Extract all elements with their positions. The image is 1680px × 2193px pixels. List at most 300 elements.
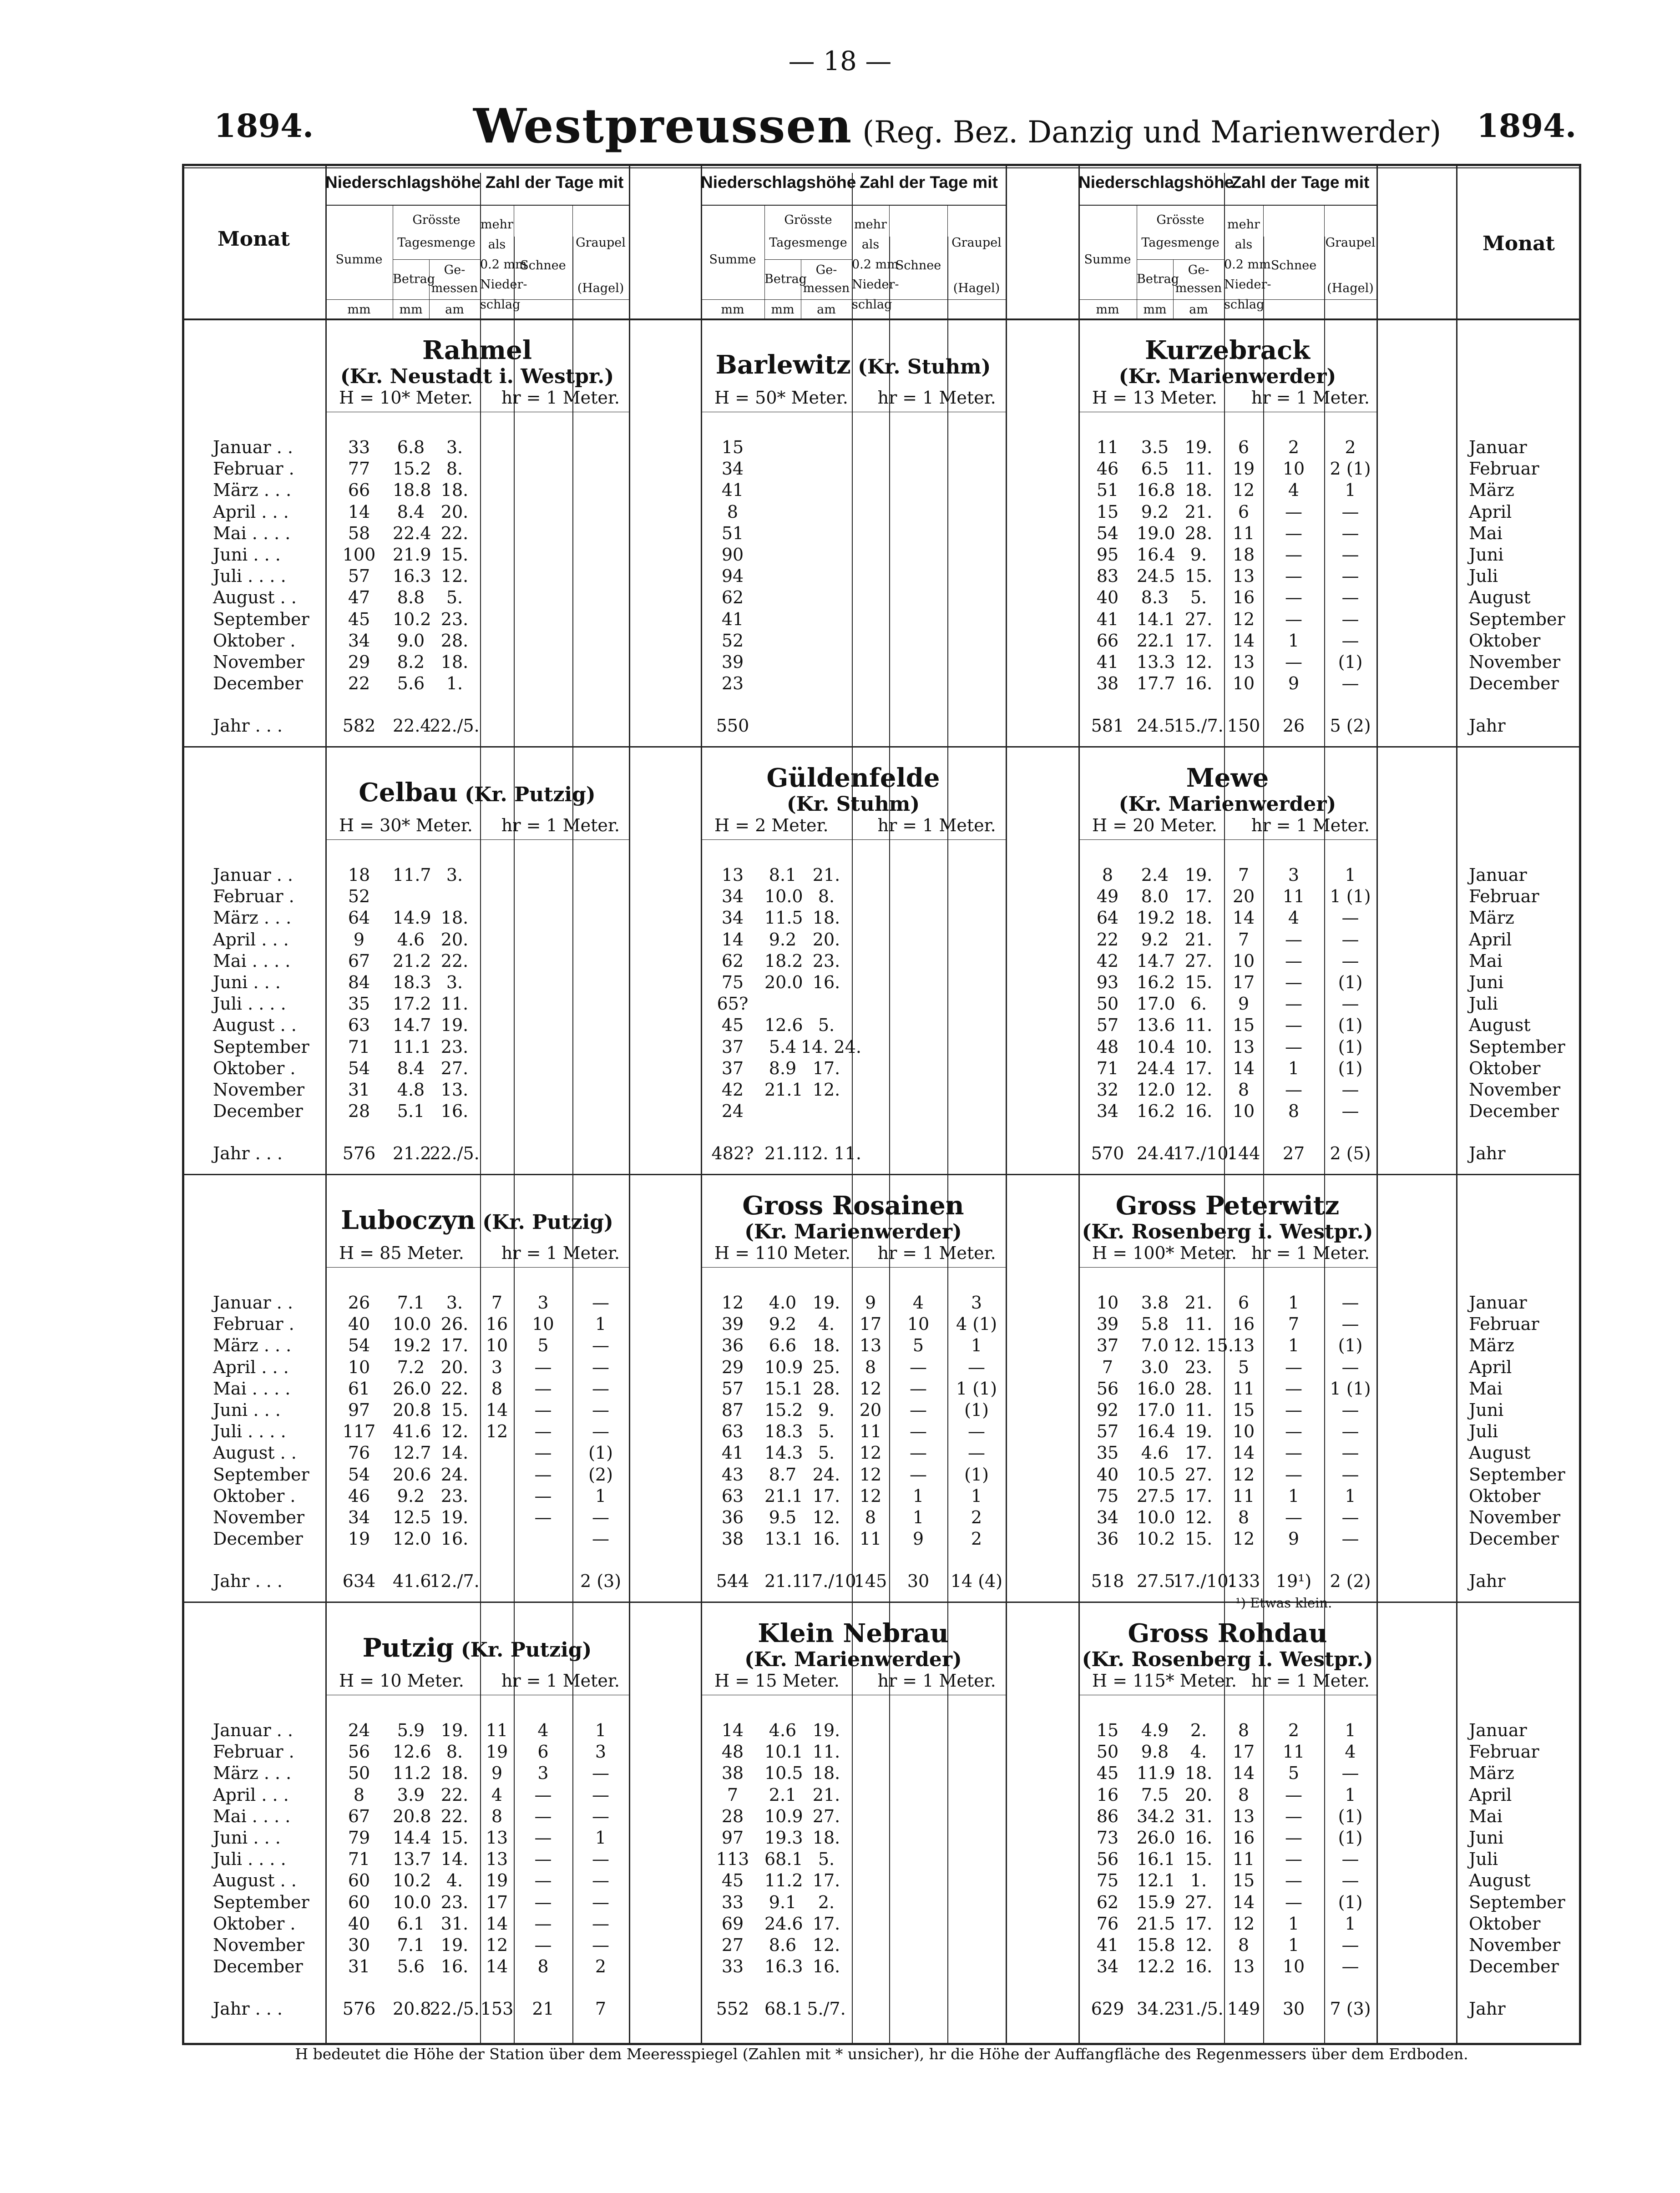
table-cell: 60 <box>348 1870 370 1891</box>
year-cell: 634 <box>342 1571 376 1592</box>
table-cell: — <box>534 1935 552 1955</box>
month-label: September <box>213 1464 309 1485</box>
table-cell: 18.2 <box>764 950 803 971</box>
table-cell: 5.4 <box>769 1036 797 1057</box>
table-cell: 1 <box>1345 1913 1356 1934</box>
table-cell: 4.9 <box>1141 1720 1169 1740</box>
month-label: Februar . <box>213 1742 294 1762</box>
table-cell: 77 <box>348 459 370 479</box>
header-unit-mm: mm <box>1143 303 1167 317</box>
table-cell: 19. <box>1184 437 1213 457</box>
table-cell: 10 <box>532 1314 554 1334</box>
table-cell: 30 <box>348 1935 370 1955</box>
table-cell: 19. <box>440 1935 469 1955</box>
table-cell: 17. <box>440 1335 469 1356</box>
table-cell: 12.6 <box>393 1742 431 1762</box>
year-cell: 544 <box>716 1571 749 1592</box>
month-label: April . . . <box>213 1784 289 1805</box>
table-cell: 34 <box>721 886 744 907</box>
table-cell: 25. <box>812 1357 840 1377</box>
table-cell: 22. <box>440 1806 469 1826</box>
table-cell: 37 <box>1096 1335 1119 1356</box>
table-cell: 20. <box>440 929 469 950</box>
table-cell: 24. <box>440 1464 469 1485</box>
table-cell: 28. <box>440 630 469 651</box>
table-cell: 5 <box>537 1335 549 1356</box>
table-cell: 20 <box>1232 886 1255 907</box>
year-cell: 7 (3) <box>1330 1999 1371 2019</box>
month-label: Februar . <box>213 886 294 907</box>
table-cell: 1 <box>595 1828 607 1848</box>
table-cell: 14.7 <box>393 1015 431 1036</box>
v-rule <box>1006 164 1007 2045</box>
table-cell: 7 <box>1102 1357 1113 1377</box>
table-cell: 1. <box>1190 1870 1207 1891</box>
page-number: — 18 — <box>788 45 892 76</box>
year-cell: 21 <box>532 1999 554 2019</box>
table-cell: 9 <box>912 1529 924 1549</box>
table-cell: 7 <box>1238 929 1250 950</box>
table-cell: 1 <box>1288 1058 1300 1078</box>
table-cell: 45 <box>721 1870 744 1891</box>
table-cell: — <box>534 1849 552 1870</box>
table-cell: 1 <box>1288 630 1300 651</box>
table-cell: — <box>968 1443 985 1463</box>
header-zahl-der-tage: Zahl der Tage mit <box>860 173 998 192</box>
table-cell: 113 <box>716 1849 749 1870</box>
table-cell: 26.0 <box>1137 1828 1175 1848</box>
table-cell: 27.5 <box>1137 1486 1175 1506</box>
table-cell: 62 <box>721 950 744 971</box>
header-als: als <box>1235 237 1253 252</box>
table-cell: 9 <box>1238 994 1250 1014</box>
table-cell: 4 (1) <box>956 1314 997 1334</box>
table-cell: 2.1 <box>769 1784 797 1805</box>
table-cell: 15.9 <box>1137 1892 1175 1912</box>
header-am: am <box>445 303 464 317</box>
table-cell: 18. <box>440 1763 469 1784</box>
table-cell: 21.5 <box>1137 1913 1175 1934</box>
station-name-text: Celbau <box>359 778 458 808</box>
table-cell: 94 <box>721 566 744 586</box>
table-cell: 37 <box>721 1036 744 1057</box>
month-label: Juni . . . <box>213 1828 281 1848</box>
table-cell: — <box>592 1806 609 1826</box>
table-cell: 63 <box>348 1015 370 1036</box>
table-cell: 11.2 <box>393 1763 431 1784</box>
table-cell: 1. <box>446 673 463 694</box>
header-groesste: Grösste <box>412 213 460 227</box>
month-label-right: März <box>1469 1335 1514 1356</box>
month-label: December <box>213 1101 303 1122</box>
table-cell: 19.0 <box>1137 523 1175 543</box>
table-cell: — <box>1285 652 1302 672</box>
rule-station <box>701 1267 1006 1268</box>
table-cell: 8. <box>446 1742 463 1762</box>
table-cell: 40 <box>1096 1464 1119 1485</box>
table-cell: 6 <box>537 1742 549 1762</box>
table-cell: 6.6 <box>769 1335 797 1356</box>
table-cell: 11 <box>859 1421 882 1442</box>
table-cell: 11 <box>1282 1742 1305 1762</box>
table-cell: 20. <box>440 1357 469 1377</box>
table-cell: 11.2 <box>764 1870 803 1891</box>
year-cell: 21.2 <box>393 1143 431 1164</box>
table-cell: 11 <box>486 1720 508 1740</box>
gauge-height: hr = 1 Meter. <box>501 388 620 408</box>
table-cell: — <box>1285 1464 1302 1485</box>
month-label: Juni . . . <box>213 1400 281 1420</box>
table-cell: 13 <box>1232 1036 1255 1057</box>
table-cell: 12. <box>1184 1935 1213 1955</box>
table-cell: 16 <box>486 1314 508 1334</box>
table-cell: 2. <box>1190 1720 1207 1740</box>
year-label: Jahr . . . <box>213 716 283 736</box>
header-niederschlagshoehe: Niederschlagshöhe <box>701 173 856 192</box>
table-cell: 93 <box>1096 972 1119 992</box>
table-cell: 8 <box>1238 1080 1250 1100</box>
header-tagesmenge: Tagesmenge <box>397 236 476 250</box>
table-cell: 9.2 <box>397 1486 425 1506</box>
table-cell: 8 <box>353 1784 365 1805</box>
table-cell: 50 <box>1096 1742 1119 1762</box>
table-cell: 66 <box>1096 630 1119 651</box>
rule-group-head <box>701 205 1006 206</box>
header-schlag: schlag <box>1224 298 1265 312</box>
table-cell: 16 <box>1232 1828 1255 1848</box>
table-cell: 31 <box>348 1080 370 1100</box>
station-name-text: Luboczyn <box>341 1205 476 1235</box>
table-cell: 9.2 <box>1141 929 1169 950</box>
year-cell: 20.8 <box>393 1999 431 2019</box>
month-label: März . . . <box>213 908 292 928</box>
table-cell: 6 <box>1238 501 1250 522</box>
header-hagel: (Hagel) <box>1327 281 1374 295</box>
table-cell: (1) <box>1338 1892 1363 1912</box>
header-gemessen: messen <box>431 281 478 295</box>
table-cell: 14 <box>486 1956 508 1977</box>
table-cell: 17 <box>1232 1742 1255 1762</box>
table-cell: 3 <box>1288 865 1300 885</box>
table-cell: — <box>1341 994 1359 1014</box>
table-cell: 17. <box>1184 630 1213 651</box>
table-cell: 86 <box>1096 1806 1119 1826</box>
table-cell: 39 <box>1096 1314 1119 1334</box>
table-cell: — <box>1341 1529 1359 1549</box>
table-cell: 12 <box>486 1935 508 1955</box>
year-cell: 24.4 <box>1137 1143 1175 1164</box>
table-cell: 17. <box>812 1870 840 1891</box>
page-title <box>473 98 1442 154</box>
table-cell: 16.1 <box>1137 1849 1175 1870</box>
header-graupel: Graupel <box>576 236 626 250</box>
table-cell: 12. <box>812 1080 840 1100</box>
table-cell: 41.6 <box>393 1421 431 1442</box>
table-cell: 14.1 <box>1137 609 1175 629</box>
table-cell: — <box>1285 566 1302 586</box>
table-cell: 11.5 <box>764 908 803 928</box>
station-name <box>325 1207 629 1236</box>
table-cell: 10.9 <box>764 1806 803 1826</box>
table-cell: 14 <box>1232 1058 1255 1078</box>
table-cell: 8. <box>446 459 463 479</box>
header-gemessen: messen <box>1175 281 1222 295</box>
month-label: August . . <box>213 1443 297 1463</box>
table-cell: 28. <box>1184 523 1213 543</box>
table-cell: 58 <box>348 523 370 543</box>
table-cell: 31 <box>348 1956 370 1977</box>
table-cell: — <box>592 1529 609 1549</box>
table-cell: 5 <box>912 1335 924 1356</box>
table-cell: 15 <box>1232 1400 1255 1420</box>
table-cell: 3. <box>446 437 463 457</box>
station-name <box>325 779 629 808</box>
table-cell: 10 <box>1232 1101 1255 1122</box>
table-cell: 17 <box>1232 972 1255 992</box>
month-label: Juli . . . . <box>213 566 286 586</box>
v-rule <box>629 164 630 2045</box>
year-cell: 552 <box>716 1999 749 2019</box>
table-cell: 57 <box>1096 1015 1119 1036</box>
table-cell: — <box>1341 1464 1359 1485</box>
table-cell: 5. <box>446 587 463 608</box>
header-unit-mm: mm <box>721 303 744 317</box>
table-cell: 49 <box>1096 886 1119 907</box>
table-cell: 12 <box>859 1486 882 1506</box>
table-cell: 16 <box>1232 1314 1255 1334</box>
year-cell: 26 <box>1282 716 1305 736</box>
table-cell: 5.6 <box>397 673 425 694</box>
table-cell: 67 <box>348 1806 370 1826</box>
year-cell: 27.5 <box>1137 1571 1175 1592</box>
table-cell: 8 <box>865 1357 876 1377</box>
table-cell: 5.9 <box>397 1720 425 1740</box>
month-label: Oktober . <box>213 1913 296 1934</box>
table-cell: 15.2 <box>764 1400 803 1420</box>
rule-sub <box>325 299 629 300</box>
table-cell: 11. <box>812 1742 840 1762</box>
header-groesste: Grösste <box>784 213 832 227</box>
table-cell: 19. <box>812 1720 840 1740</box>
table-cell: 21. <box>812 1784 840 1805</box>
table-cell: 4 <box>912 1293 924 1313</box>
month-label: December <box>213 1529 303 1549</box>
table-cell: 28 <box>348 1101 370 1122</box>
table-cell: 13 <box>859 1335 882 1356</box>
table-cell: 41 <box>1096 609 1119 629</box>
table-cell: 11 <box>1096 437 1119 457</box>
table-cell: 12 <box>1232 1529 1255 1549</box>
month-label-right: März <box>1469 1763 1514 1784</box>
table-cell: 3.0 <box>1141 1357 1169 1377</box>
table-cell: 9.8 <box>1141 1742 1169 1762</box>
station-name: Gross Rohdau <box>1128 1618 1327 1648</box>
table-cell: 73 <box>1096 1828 1119 1848</box>
table-cell: 19.3 <box>764 1828 803 1848</box>
year-cell: 629 <box>1091 1999 1124 2019</box>
table-cell: 65? <box>717 994 749 1014</box>
header-schlag: schlag <box>852 298 892 312</box>
year-cell: 550 <box>716 716 749 736</box>
station-name: Mewe <box>1186 763 1269 793</box>
table-cell: — <box>534 1828 552 1848</box>
table-cell: 12.0 <box>393 1529 431 1549</box>
table-cell: 12. <box>440 1421 469 1442</box>
year-cell: 31./5. <box>1174 1999 1224 2019</box>
table-cell: 15 <box>1232 1870 1255 1891</box>
header-mehr: mehr <box>481 217 513 232</box>
header-summe: Summe <box>709 253 756 267</box>
table-cell: 57 <box>1096 1421 1119 1442</box>
table-cell: — <box>1285 1784 1302 1805</box>
month-label-right: März <box>1469 480 1514 500</box>
table-cell: 68.1 <box>764 1849 803 1870</box>
table-cell: 4.0 <box>769 1293 797 1313</box>
station-height: H = 30* Meter. <box>339 815 473 835</box>
table-cell: 1 <box>1345 1720 1356 1740</box>
table-cell: — <box>592 1935 609 1955</box>
table-cell: 11 <box>1232 1486 1255 1506</box>
month-label-right: September <box>1469 609 1565 629</box>
table-cell: 21. <box>1184 929 1213 950</box>
rule-sub <box>1137 259 1224 260</box>
table-cell: 6 <box>1238 1293 1250 1313</box>
table-cell: 14 <box>1232 1443 1255 1463</box>
table-cell: 10.0 <box>393 1892 431 1912</box>
table-cell: 23. <box>812 950 840 971</box>
table-cell: 117 <box>342 1421 376 1442</box>
table-note: ¹) Etwas klein. <box>1235 1595 1332 1611</box>
table-cell: 1 <box>1345 865 1356 885</box>
table-cell: 24.6 <box>764 1913 803 1934</box>
table-cell: — <box>1341 1357 1359 1377</box>
table-cell: (1) <box>1338 1335 1363 1356</box>
table-cell: 12 <box>721 1293 744 1313</box>
table-cell: 21.2 <box>393 950 431 971</box>
table-cell: 9.1 <box>769 1892 797 1912</box>
table-cell: 20. <box>1184 1784 1213 1805</box>
table-cell: 20. <box>812 929 840 950</box>
table-cell: 56 <box>1096 1849 1119 1870</box>
year-cell: 576 <box>342 1143 376 1164</box>
header-betrag: Betrag <box>764 272 807 286</box>
table-cell: 38 <box>721 1763 744 1784</box>
table-cell: 13 <box>486 1849 508 1870</box>
rule-block <box>182 1602 1581 1603</box>
month-label: August . . <box>213 1015 297 1036</box>
year-cell: 68.1 <box>764 1999 803 2019</box>
month-label: Februar . <box>213 459 294 479</box>
table-cell: 1 <box>912 1507 924 1527</box>
table-cell: — <box>1285 545 1302 565</box>
table-cell: 5.8 <box>1141 1314 1169 1334</box>
table-cell: 24 <box>721 1101 744 1122</box>
table-cell: 19. <box>440 1015 469 1036</box>
table-cell: 100 <box>342 545 376 565</box>
month-label-right: September <box>1469 1464 1565 1485</box>
month-label-right: Januar <box>1469 437 1527 457</box>
gauge-height: hr = 1 Meter. <box>877 388 996 408</box>
table-cell: 8 <box>865 1507 876 1527</box>
station-height: H = 110 Meter. <box>714 1243 850 1263</box>
table-cell: 41 <box>721 1443 744 1463</box>
table-cell: 12. 15. <box>1173 1335 1234 1356</box>
table-cell: 24. <box>812 1464 840 1485</box>
table-cell: — <box>592 1378 609 1399</box>
table-cell: 22 <box>1096 929 1119 950</box>
table-cell: 12. <box>1184 1080 1213 1100</box>
station-name: Gross Peterwitz <box>1115 1191 1340 1221</box>
table-cell: 4.8 <box>397 1080 425 1100</box>
table-cell: — <box>968 1421 985 1442</box>
table-cell: 31. <box>1184 1806 1213 1826</box>
header-schnee: Schnee <box>520 258 566 273</box>
table-cell: 95 <box>1096 545 1119 565</box>
table-cell: 23. <box>440 1892 469 1912</box>
table-cell: — <box>1341 1101 1359 1122</box>
table-cell: 50 <box>1096 994 1119 1014</box>
table-cell: 17 <box>859 1314 882 1334</box>
table-cell: 79 <box>348 1828 370 1848</box>
header-mehr: mehr <box>1227 217 1260 232</box>
table-cell: 3.5 <box>1141 437 1169 457</box>
table-cell: 23. <box>440 609 469 629</box>
rule-header-bottom <box>182 318 1581 320</box>
table-cell: 10 <box>1282 1956 1305 1977</box>
month-label-right: April <box>1469 501 1512 522</box>
table-cell: 6.8 <box>397 437 425 457</box>
table-cell: 4 <box>537 1720 549 1740</box>
table-cell: 2. <box>818 1892 835 1912</box>
table-cell: 67 <box>348 950 370 971</box>
table-cell: 4 <box>1288 480 1300 500</box>
table-cell: — <box>1285 1443 1302 1463</box>
month-label: Mai . . . . <box>213 1806 291 1826</box>
table-cell: — <box>1341 1763 1359 1784</box>
month-label: Januar . . <box>213 437 293 457</box>
table-cell: 8.6 <box>769 1935 797 1955</box>
table-cell: — <box>534 1892 552 1912</box>
table-cell: 12 <box>859 1443 882 1463</box>
table-cell: (1) <box>1338 1058 1363 1078</box>
table-cell: 7 <box>1238 865 1250 885</box>
month-label-right: December <box>1469 1529 1559 1549</box>
table-cell: 3 <box>491 1357 503 1377</box>
table-cell: 1 <box>1288 1293 1300 1313</box>
table-cell: 14 <box>348 501 370 522</box>
table-cell: — <box>592 1784 609 1805</box>
table-cell: 14 <box>721 1720 744 1740</box>
table-cell: 10.0 <box>393 1314 431 1334</box>
month-label: März . . . <box>213 1763 292 1784</box>
station-name: Gross Rosainen <box>742 1191 964 1221</box>
table-cell: — <box>1341 1507 1359 1527</box>
month-label: December <box>213 673 303 694</box>
rule-station <box>1078 839 1376 840</box>
table-cell: — <box>534 1443 552 1463</box>
table-cell: 14. <box>440 1849 469 1870</box>
year-cell: 144 <box>1227 1143 1260 1164</box>
table-cell: 75 <box>1096 1870 1119 1891</box>
table-cell: — <box>1285 523 1302 543</box>
table-cell: 35 <box>348 994 370 1014</box>
table-cell: 18. <box>440 908 469 928</box>
table-cell: 54 <box>348 1335 370 1356</box>
table-cell: 22. <box>440 1784 469 1805</box>
month-label: Oktober . <box>213 1058 296 1078</box>
month-label: Oktober . <box>213 1486 296 1506</box>
table-cell: 20.8 <box>393 1806 431 1826</box>
